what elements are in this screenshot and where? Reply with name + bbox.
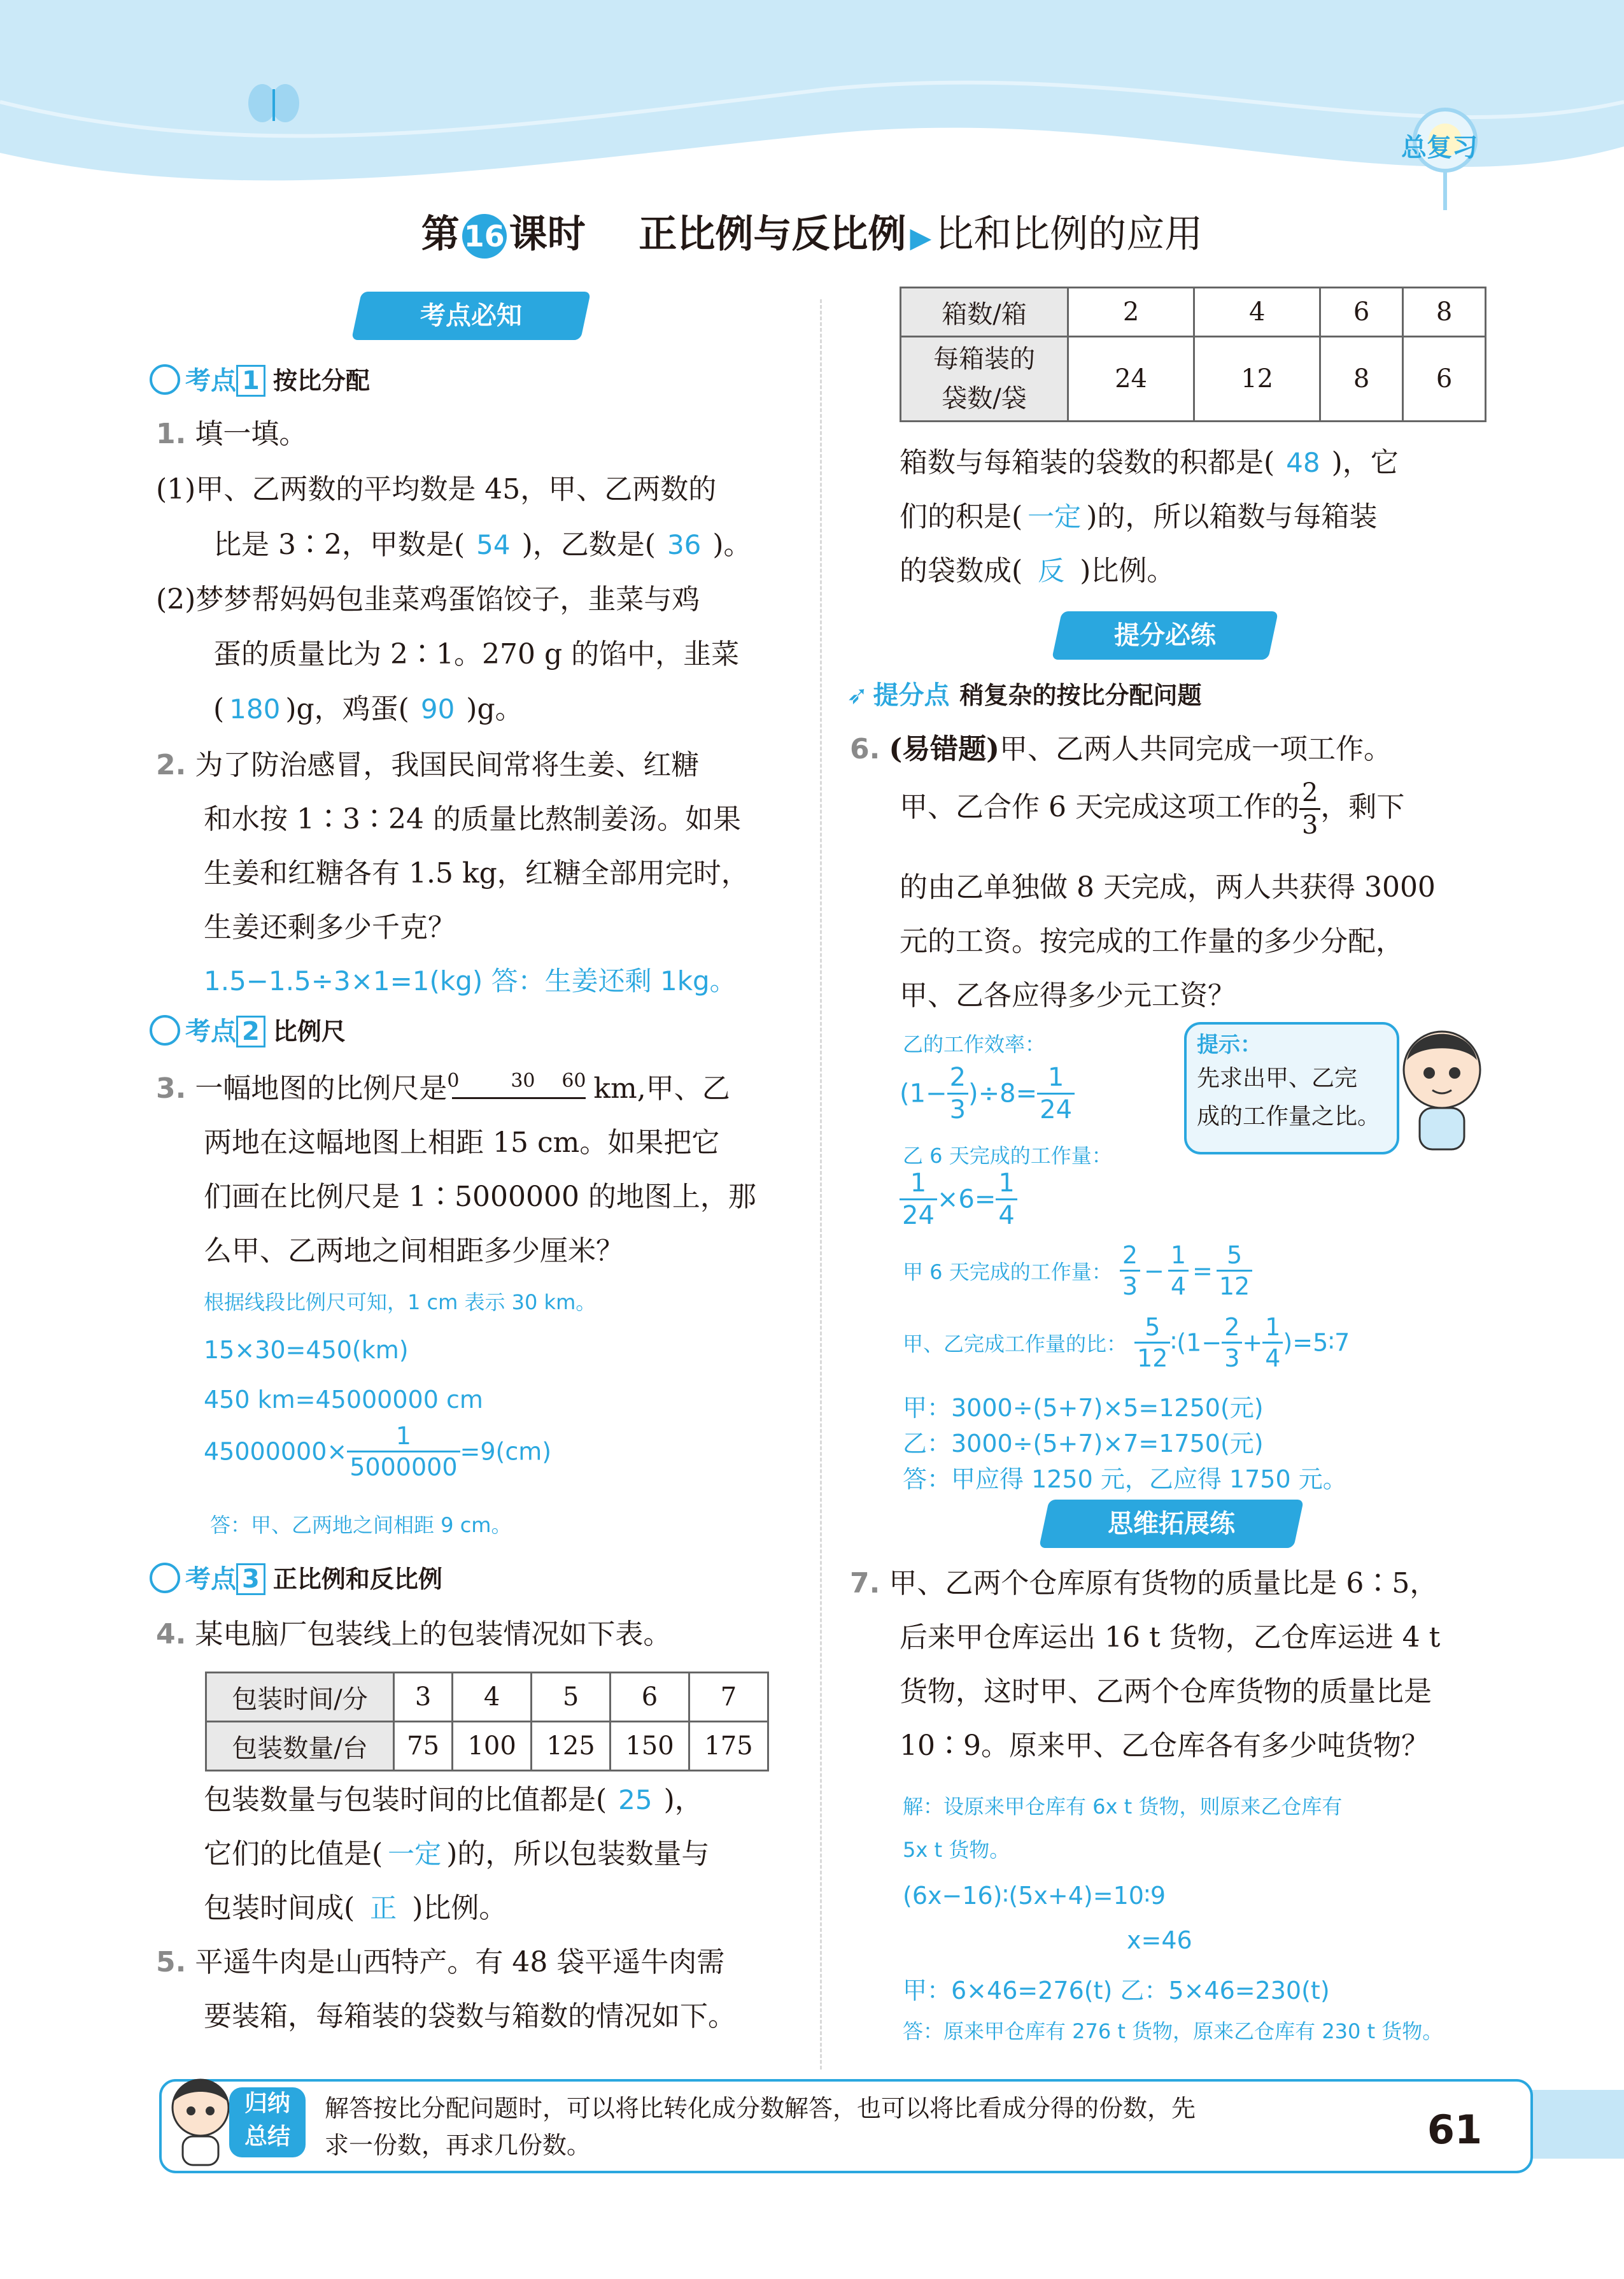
text: )比例。 — [1080, 555, 1175, 587]
q1-part2-line3 — [213, 683, 523, 736]
rocket-icon: ➶ — [847, 681, 868, 710]
table-cell: 包装时间/分 — [206, 1673, 394, 1722]
kaodian-title: 正比例和反比例 — [272, 1565, 442, 1593]
scale-unit: km — [593, 1072, 637, 1105]
q7-sol-1: 解：设原来甲仓库有 6x t 货物，则原来乙仓库有 — [903, 1794, 1343, 1819]
table-cell: 6 — [1320, 288, 1403, 337]
text: − — [1144, 1256, 1164, 1285]
text: )=5∶7 — [1283, 1328, 1350, 1357]
text: 包装时间成( — [204, 1892, 355, 1924]
text: )，它 — [1331, 446, 1399, 479]
question-text: 平遥牛肉是山西特产。有 48 袋平遥牛肉需 — [195, 1946, 725, 1978]
q3-sol-3: 450 km=45000000 cm — [204, 1386, 483, 1414]
answer-48: 48 — [1286, 447, 1320, 478]
q4-line1 — [204, 1773, 703, 1827]
text: 45000000× — [204, 1437, 348, 1466]
answer-180: 180 — [229, 693, 281, 725]
denominator: 3 — [1122, 1272, 1138, 1300]
question-text: 为了防治感冒，我国民间常将生姜、红糖 — [195, 749, 700, 781]
hint-box — [1184, 1022, 1399, 1154]
q6-sol-4 — [900, 1170, 1017, 1228]
table-cell: 6 — [1403, 337, 1486, 422]
answer-54: 54 — [476, 529, 511, 560]
q3-line1 — [156, 1062, 730, 1116]
q6-sol-6 — [903, 1315, 1350, 1370]
answer-25: 25 — [618, 1784, 653, 1815]
q4-table — [205, 1672, 769, 1771]
q6-line1 — [850, 723, 1392, 776]
denominator: 3 — [1301, 811, 1318, 840]
q5-line2: 要装箱，每箱装的袋数与箱数的情况如下。 — [204, 2000, 736, 2033]
numerator: 2 — [1120, 1243, 1140, 1272]
text: 们的积是( — [900, 501, 1023, 533]
title-prefix: 第 — [421, 212, 460, 257]
q3-line3: 们画在比例尺是 1∶5000000 的地图上，那 — [204, 1181, 756, 1213]
banner-tifen-bilian — [1052, 611, 1278, 660]
banner-label: 思维拓展练 — [1108, 1509, 1235, 1538]
title-topic: 正比例与反比例 — [639, 212, 907, 257]
fraction — [900, 1170, 937, 1228]
table-cell: 2 — [1068, 288, 1194, 337]
q5-table — [900, 287, 1486, 422]
q1-part1-line2 — [213, 518, 752, 572]
fraction — [1299, 780, 1320, 838]
q5-line5 — [900, 544, 1175, 598]
text: )g。 — [466, 693, 523, 725]
text: 甲、乙合作 6 天完成这项工作的 — [900, 791, 1299, 823]
kaodian-number: 2 — [236, 1016, 265, 1047]
text: = — [1192, 1256, 1213, 1285]
question-number: 2. — [156, 749, 187, 781]
text: ×6= — [936, 1184, 996, 1214]
q2-line2: 和水按 1∶3∶24 的质量比熬制姜汤。如果 — [204, 803, 741, 835]
text: =9(cm) — [460, 1437, 552, 1466]
table-cell: 125 — [532, 1722, 611, 1771]
question-number: 7. — [850, 1567, 880, 1600]
denominator: 5000000 — [350, 1453, 458, 1481]
title-subtopic: 比和比例的应用 — [935, 212, 1203, 257]
q5-line3 — [900, 436, 1399, 490]
q3-line4: 么甲、乙两地之间相距多少厘米？ — [204, 1235, 624, 1267]
q3-answer: 答：甲、乙两地之间相距 9 cm。 — [210, 1513, 512, 1537]
text: 它们的比值是( — [204, 1838, 383, 1870]
hint-line: 先求出甲、乙完 — [1197, 1065, 1358, 1091]
text: )比例。 — [412, 1892, 507, 1924]
q6-line4: 元的工资。按完成的工作量的多少分配， — [900, 925, 1404, 958]
text: ,甲、乙 — [637, 1072, 730, 1105]
q6-sol-5 — [903, 1243, 1252, 1298]
tifen-title: 稍复杂的按比分配问题 — [959, 681, 1202, 709]
question-number: 5. — [156, 1946, 187, 1978]
q6-sol-3: 乙 6 天完成的工作量： — [903, 1144, 1112, 1168]
text: ( — [213, 693, 225, 725]
question-text: 甲、乙两个仓库原有货物的质量比是 6∶5， — [889, 1567, 1438, 1600]
page-title — [0, 204, 1624, 259]
numerator: 1 — [1168, 1243, 1189, 1272]
text: 甲、乙完成工作量的比： — [903, 1331, 1127, 1356]
table-cell: 150 — [611, 1722, 689, 1771]
q6-line3: 的由乙单独做 8 天完成，两人共获得 3000 — [900, 871, 1436, 904]
lesson-number-badge: 16 — [462, 214, 507, 259]
banner-label: 提分必练 — [1114, 621, 1216, 650]
kaodian-2-heading — [150, 1011, 346, 1048]
fraction — [996, 1170, 1017, 1228]
kaodian-1-heading — [150, 360, 370, 397]
text: ∶(1− — [1170, 1328, 1222, 1357]
question-text: 甲、乙两人共同完成一项工作。 — [999, 733, 1392, 765]
q7-answer: 答：原来甲仓库有 276 t 货物，原来乙仓库有 230 t 货物。 — [903, 2019, 1443, 2043]
cell-text: 每箱装的 — [933, 344, 1035, 374]
summary-line: 解答按比分配问题时，可以将比转化成分数解答，也可以将比看成分得的份数，先 — [325, 2094, 1196, 2122]
cell-text: 袋数/袋 — [942, 384, 1027, 413]
fraction — [1037, 1065, 1075, 1123]
scale-label-0: 0 — [447, 1069, 460, 1092]
q3-sol-1: 根据线段比例尺可知，1 cm 表示 30 km。 — [204, 1290, 597, 1314]
tifen-label: 提分点 — [873, 681, 950, 710]
table-cell: 5 — [532, 1673, 611, 1722]
q7-sol-3: (6x−16)∶(5x+4)=10∶9 — [903, 1882, 1166, 1910]
numerator: 5 — [1217, 1243, 1252, 1272]
q1-stem — [156, 408, 307, 461]
table-cell: 6 — [611, 1673, 689, 1722]
numerator: 2 — [947, 1065, 968, 1095]
q5-line4 — [900, 490, 1377, 544]
q6-sol-8: 乙：3000÷(5+7)×7=1750(元) — [903, 1430, 1264, 1458]
q3-sol-2: 15×30=450(km) — [204, 1336, 409, 1364]
table-cell: 8 — [1320, 337, 1403, 422]
denominator: 4 — [998, 1201, 1015, 1230]
fraction — [1222, 1315, 1242, 1370]
denominator: 4 — [1265, 1344, 1281, 1372]
boy-character-icon — [1401, 1025, 1483, 1153]
numerator: 5 — [1134, 1315, 1170, 1344]
text: )÷8= — [968, 1079, 1038, 1109]
question-number: 6. — [850, 733, 880, 765]
tag-line: 总结 — [244, 2124, 290, 2150]
q4-line2 — [204, 1828, 709, 1881]
answer-90: 90 — [420, 693, 455, 725]
answer-36: 36 — [667, 529, 702, 560]
text: 甲 6 天完成的工作量： — [903, 1260, 1112, 1284]
table-row — [206, 1673, 768, 1722]
page-number: 61 — [1407, 2101, 1502, 2159]
numerator: 1 — [1037, 1065, 1075, 1095]
table-row — [901, 337, 1486, 422]
question-tag: (易错题) — [889, 733, 999, 765]
q1-part1-line1: (1)甲、乙两数的平均数是 45，甲、乙两数的 — [156, 473, 717, 506]
fraction — [347, 1424, 460, 1479]
header-wave — [0, 0, 1624, 210]
text: )。 — [712, 529, 752, 561]
target-icon — [150, 1563, 180, 1593]
text: )，乙数是( — [521, 529, 656, 561]
scale-label-30: 30 — [511, 1069, 535, 1092]
answer-yiding: 一定 — [1027, 501, 1082, 532]
table-cell: 12 — [1194, 337, 1320, 422]
q2-line1 — [156, 739, 699, 792]
text: 比是 3∶2，甲数是( — [213, 529, 465, 561]
question-text: 一幅地图的比例尺是 — [195, 1072, 448, 1105]
question-number: 4. — [156, 1618, 187, 1651]
target-icon — [150, 1015, 180, 1046]
table-cell: 箱数/箱 — [901, 288, 1068, 337]
q7-line4: 10∶9。原来甲、乙仓库各有多少吨货物？ — [900, 1729, 1429, 1762]
table-cell: 3 — [394, 1673, 453, 1722]
numerator: 2 — [1299, 780, 1320, 810]
q6-line2 — [900, 780, 1404, 838]
table-cell: 75 — [394, 1722, 453, 1771]
q7-sol-5: 甲：6×46=276(t) 乙：5×46=230(t) — [903, 1977, 1330, 2005]
denominator: 3 — [949, 1095, 966, 1125]
denominator: 12 — [1218, 1272, 1250, 1300]
text: )， — [663, 1784, 703, 1816]
summary-tag — [229, 2087, 306, 2157]
kaodian-label: 考点 — [185, 1565, 236, 1594]
fraction — [1262, 1315, 1283, 1370]
text: 箱数与每箱装的袋数的积都是( — [900, 446, 1275, 479]
tag-line: 归纳 — [244, 2091, 290, 2117]
summary-line: 求一份数，再求几份数。 — [325, 2131, 591, 2159]
scale-bar — [447, 1069, 593, 1110]
q3-sol-4 — [204, 1424, 551, 1479]
q6-sol-1: 乙的工作效率： — [903, 1032, 1046, 1056]
q2-line3: 生姜和红糖各有 1.5 kg，红糖全部用完时， — [204, 857, 749, 890]
q7-line2: 后来甲仓库运出 16 t 货物，乙仓库运进 4 t — [900, 1621, 1441, 1654]
table-cell: 175 — [689, 1722, 768, 1771]
scale-label-60: 60 — [561, 1069, 586, 1092]
hint-title: 提示： — [1197, 1032, 1262, 1058]
banner-label: 考点必知 — [420, 301, 522, 330]
title-suffix: 课时 — [509, 212, 586, 257]
table-row — [206, 1722, 768, 1771]
text: )的，所以包装数量与 — [446, 1838, 710, 1870]
table-cell: 24 — [1068, 337, 1194, 422]
text: )g，鸡蛋( — [285, 693, 409, 725]
denominator: 4 — [1170, 1272, 1187, 1300]
answer-fan: 反 — [1038, 555, 1065, 586]
scale-line — [452, 1097, 586, 1099]
kaodian-number: 1 — [236, 365, 265, 397]
q6-line5: 甲、乙各应得多少元工资？ — [900, 979, 1236, 1012]
fraction — [1168, 1243, 1189, 1298]
kaodian-number: 3 — [236, 1563, 265, 1595]
kid-character-icon — [169, 2073, 232, 2168]
q6-sol-2 — [900, 1065, 1075, 1123]
q3-line2: 两地在这幅地图上相距 15 cm。如果把它 — [204, 1126, 720, 1159]
butterfly-icon — [248, 84, 299, 122]
fraction — [1134, 1315, 1170, 1370]
q4-stem — [156, 1608, 671, 1661]
kaodian-label: 考点 — [185, 366, 236, 395]
fraction — [1217, 1243, 1252, 1298]
numerator: 1 — [996, 1170, 1017, 1200]
target-icon — [150, 364, 180, 395]
question-number: 3. — [156, 1072, 187, 1105]
numerator: 1 — [347, 1424, 460, 1452]
column-divider — [820, 299, 822, 2070]
text: 包装数量与包装时间的比值都是( — [204, 1784, 607, 1816]
table-row — [901, 288, 1486, 337]
table-cell: 包装数量/台 — [206, 1722, 394, 1771]
kaodian-3-heading — [150, 1559, 442, 1596]
summary-text — [325, 2090, 1196, 2164]
kaodian-title: 按比分配 — [272, 367, 370, 395]
q7-line1 — [850, 1557, 1437, 1610]
denominator: 24 — [902, 1201, 935, 1230]
banner-kaodian-bizhi — [351, 292, 591, 340]
q2-solution: 1.5−1.5÷3×1=1(kg) 答：生姜还剩 1kg。 — [204, 965, 737, 997]
fraction — [1120, 1243, 1140, 1298]
answer-yiding: 一定 — [388, 1838, 442, 1870]
q7-sol-4: x=46 — [1127, 1926, 1192, 1954]
kaodian-label: 考点 — [185, 1017, 236, 1046]
denominator: 12 — [1137, 1344, 1168, 1372]
denominator: 3 — [1224, 1344, 1240, 1372]
q1-part2-line1: (2)梦梦帮妈妈包韭菜鸡蛋馅饺子，韭菜与鸡 — [156, 583, 700, 616]
text: 的袋数成( — [900, 555, 1023, 587]
table-cell: 4 — [453, 1673, 532, 1722]
table-cell: 8 — [1403, 288, 1486, 337]
numerator: 1 — [900, 1170, 937, 1200]
table-cell: 100 — [453, 1722, 532, 1771]
kaodian-title: 比例尺 — [272, 1018, 346, 1046]
numerator: 2 — [1222, 1315, 1242, 1344]
text: )的，所以箱数与每箱装 — [1086, 501, 1378, 533]
q7-sol-2: 5x t 货物。 — [903, 1838, 1010, 1862]
q6-sol-7: 甲：3000÷(5+7)×5=1250(元) — [903, 1394, 1264, 1422]
hint-line: 成的工作量之比。 — [1197, 1104, 1381, 1130]
question-text: 填一填。 — [195, 418, 307, 450]
table-cell: 7 — [689, 1673, 768, 1722]
question-text: 某电脑厂包装线上的包装情况如下表。 — [195, 1618, 672, 1651]
banner-siwei-tuozhan — [1039, 1500, 1304, 1548]
denominator: 24 — [1040, 1095, 1073, 1125]
question-number: 1. — [156, 418, 187, 450]
triangle-icon: ▶ — [910, 222, 932, 254]
q2-line4: 生姜还剩多少千克？ — [204, 911, 456, 944]
q5-line1 — [156, 1936, 724, 1989]
text: + — [1242, 1328, 1263, 1357]
numerator: 1 — [1262, 1315, 1283, 1344]
q4-line3 — [204, 1882, 507, 1935]
section-label: 总复习 — [1401, 133, 1478, 162]
fraction — [947, 1065, 968, 1123]
q1-part2-line2: 蛋的质量比为 2∶1。270 g 的馅中，韭菜 — [213, 638, 740, 671]
table-cell: 4 — [1194, 288, 1320, 337]
table-cell — [901, 337, 1068, 422]
q6-answer: 答：甲应得 1250 元，乙应得 1750 元。 — [903, 1465, 1347, 1493]
q7-line3: 货物，这时甲、乙两个仓库货物的质量比是 — [900, 1675, 1432, 1708]
text: (1− — [900, 1079, 947, 1109]
text: ，剩下 — [1320, 791, 1405, 823]
answer-zheng: 正 — [370, 1892, 397, 1924]
tifen-heading — [847, 675, 1202, 711]
